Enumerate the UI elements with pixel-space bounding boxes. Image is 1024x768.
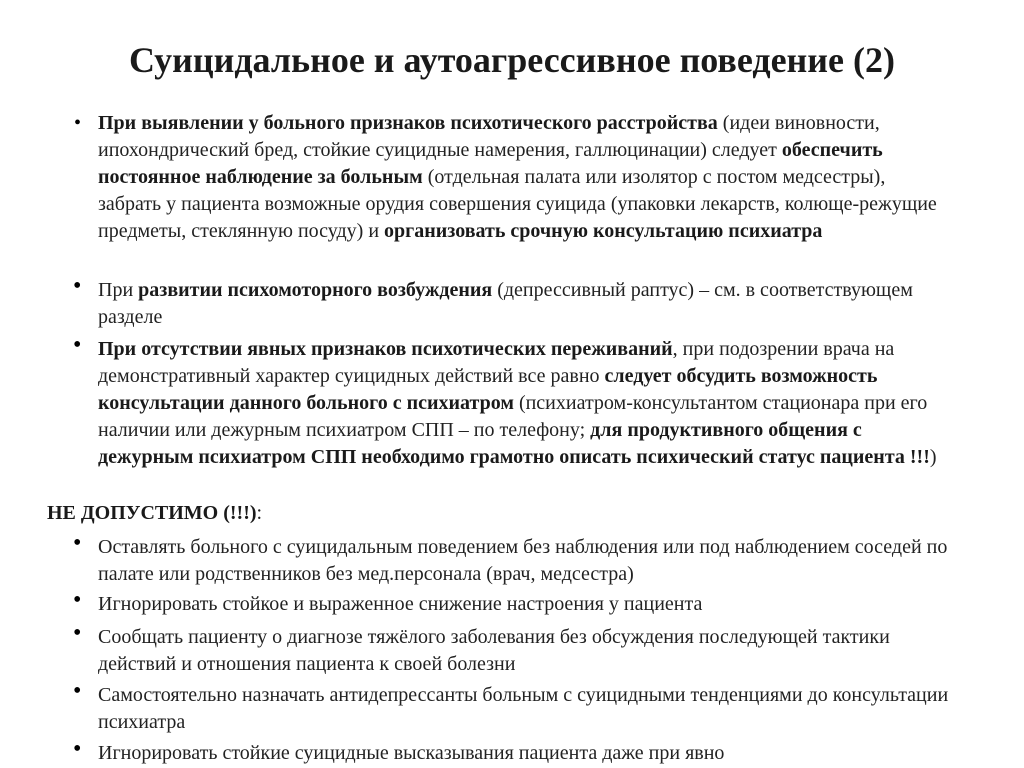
item-text: (идеи виновности, ипохондрический бред, стойкие суицидные намерения, галлюцинации) следует [98,112,880,161]
list-item-no-psychotic-signs [73,332,953,471]
item-text: ) [929,446,937,468]
not-allowed-suffix: : [256,502,263,524]
bullet-icon: • [73,620,82,646]
slide-title: Суицидальное и аутоагрессивное поведение (2) [128,40,895,80]
item-text: Игнорировать стойкое и выраженное снижение настроения у пациента [98,593,703,615]
item-text: , при подозрении врача на демонстративный характер суицидных действий все равно [98,338,895,387]
item-text: (депрессивный раптус) – см. в соответствующем разделе [98,279,913,328]
not-allowed-label: НЕ ДОПУСТИМО (!!!) [47,502,257,524]
bullet-icon: • [74,112,82,134]
item-text: При [98,279,139,301]
item-text: Игнорировать стойкие суицидные высказывания пациента даже при явно [98,742,725,764]
item-text-bold: обеспечить постоянное наблюдение за больным [98,139,883,188]
item-text-bold: При отсутствии явных признаков психотических переживаний [98,338,673,360]
list-item-psychotic-signs [74,110,953,245]
list-item-not-allowed [73,620,953,678]
list-item-not-allowed [73,530,953,588]
item-text-bold: развитии психомоторного возбуждения [138,279,493,301]
bullet-icon: • [73,530,82,556]
item-text-bold: организовать срочную консультацию психиатра [384,220,823,242]
list-item-not-allowed [73,678,953,736]
bullet-icon: • [73,736,82,762]
bullet-icon: • [73,332,82,358]
item-text: Оставлять больного с суицидальным поведением без наблюдения или под наблюдением соседей по палате или родственников без мед.персонала (врач, медсестра) [98,536,948,585]
list-item-not-allowed [73,736,953,767]
item-text-bold: для продуктивного общения с дежурным психиатром СПП необходимо грамотно описать психический статус пациента !!! [98,419,930,468]
item-text: Самостоятельно назначать антидепрессанты больным с суицидными тенденциями до консультации психиатра [98,684,949,733]
item-text-bold: При выявлении у больного признаков психотического расстройства [98,112,718,134]
list-item-not-allowed [73,587,953,618]
item-text: (психиатром-консультантом стационара при его наличии или дежурным психиатром СПП – по телефону; [98,392,928,441]
not-allowed-heading [47,500,262,527]
item-text-bold: следует обсудить возможность консультации данного больного с психиатром [98,365,878,414]
bullet-icon: • [73,678,82,704]
bullet-icon: • [73,587,82,613]
list-item-psychomotor-agitation [73,273,953,331]
item-text: (отдельная палата или изолятор с постом медсестры), забрать у пациента возможные орудия совершения суицида (упаковки лекарств, колюще-режущие предметы, стеклянную посуду) и [98,166,937,242]
item-text: Сообщать пациенту о диагнозе тяжёлого заболевания без обсуждения последующей тактики действий и отношения пациента к своей болезни [98,626,890,675]
bullet-icon: • [73,273,82,299]
